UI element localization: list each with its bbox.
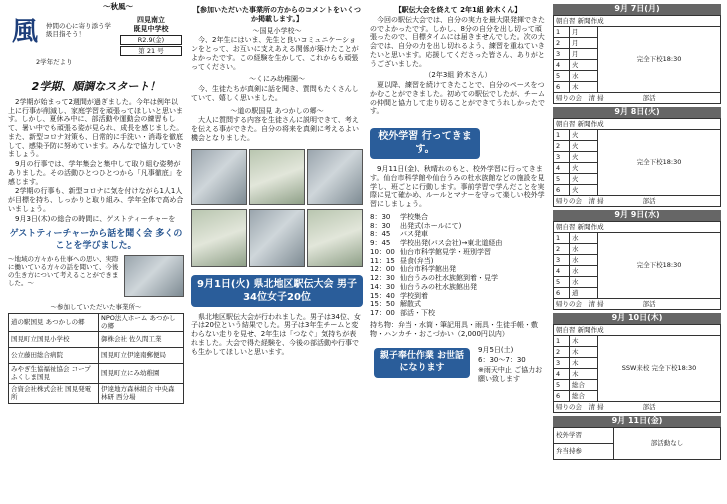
period-subject: 火 xyxy=(570,141,598,152)
morning-study: 朝自習 新聞作成 xyxy=(554,119,721,130)
company-cell: 合資会社株式会社 国見発電所 xyxy=(9,383,99,403)
masthead-kanji: 風 xyxy=(12,17,39,47)
schedule-row xyxy=(370,230,546,239)
company-cell: みやぎ生協福祉協会 コープふくしま国見 xyxy=(9,363,99,383)
period-subject: 木 xyxy=(570,336,598,347)
essay-heading: 【駅伝大会を終えて 2年1組 鈴木くん】 xyxy=(394,6,522,14)
column-2 xyxy=(191,0,363,504)
essay-1: 今回の駅伝大会では、自分の実力を最大限発揮できたのでよかったです。しかし、8分の自分を出し切って頑張ったので、目標タイムには届きませんでした。次の大会では、自分の力を出し切れるよう、練習を重ねていきたいと思います。応援してくださった皆さん、ありがとうございました。 xyxy=(370,15,545,68)
table-row xyxy=(9,363,184,383)
schedule-event: 部活・下校 xyxy=(400,309,435,317)
comments-heading: 【参加いただいた事業所の方からのコメントをいくつか掲載します。】 xyxy=(193,6,361,23)
after-item: 部活 xyxy=(642,93,656,102)
day-schedule-mon xyxy=(553,4,721,104)
schedule-event: 仙台うみの杜水族館到着・見学 xyxy=(400,274,498,282)
schedule-time: 17：00 xyxy=(370,309,395,317)
after-item: 帰りの会 xyxy=(556,93,582,102)
day-note: 完全下校18:30 xyxy=(598,233,721,299)
schedule-time: 15：40 xyxy=(370,291,395,300)
schedule-time: 11：15 xyxy=(370,256,395,265)
period-number: 6 xyxy=(554,82,570,93)
quote-2-source: ～くにみ幼稚園～ xyxy=(249,75,305,84)
day-schedule-wed xyxy=(553,210,721,310)
intro-paragraph: 2学期が始まって2週間が過ぎました。今年は例年以上に行事が削減し、家庭学習を頑張ってほしいと思います。しかし、夏休み中に、部活動や運動会の練習もして、暑い中でも頑張る姿が見られ、成長を感じました。また、新型コロナ対策も、日常的に手洗い・消毒を徹底して、感染予防に努めています。みんなで協力していきましょう。 xyxy=(8,97,184,159)
after-item: 帰りの会 xyxy=(556,299,582,308)
guest-photo xyxy=(124,255,184,297)
guest-banner: ゲストティーチャーから話を聞く会 多くのことを学びました。 xyxy=(9,229,183,251)
period-number: 6 xyxy=(554,288,570,299)
paragraph-3: 2学期の行事も、新型コロナに気を付けながら1人1人が目標を持ち、しっかりと取り組み、学年全体で高め合いましょう。 xyxy=(8,187,184,213)
period-number: 3 xyxy=(554,255,570,266)
day-note: SSW来校 完全下校18:30 xyxy=(598,336,721,402)
schedule-row xyxy=(370,274,546,283)
class-label: 2学年だより xyxy=(36,58,73,66)
schedule-row xyxy=(370,213,546,222)
period-number: 5 xyxy=(554,71,570,82)
day-schedule-thu xyxy=(553,313,721,413)
schedule-event: バス発車 xyxy=(400,230,428,239)
period-number: 3 xyxy=(554,358,570,369)
period-subject: 水 xyxy=(570,233,598,244)
pta-time: 6：30～7：30 xyxy=(478,356,526,365)
friday-row: 弁当持参 xyxy=(554,444,614,460)
schedule-row xyxy=(370,300,546,309)
after-item: 清 掃 xyxy=(588,93,604,102)
day-schedule-fri xyxy=(553,416,721,460)
companies-table xyxy=(8,313,184,404)
after-item: 清 掃 xyxy=(588,402,604,411)
period-subject: 水 xyxy=(570,277,598,288)
period-number: 2 xyxy=(554,141,570,152)
schedule-event: 仙台うみの杜水族館出発 xyxy=(400,282,477,291)
headline: 2学期、順調なスタート！ xyxy=(31,80,161,93)
day-schedule-tue xyxy=(553,107,721,207)
schedule-time: 12：30 xyxy=(370,274,395,282)
day-header: 9月 8日(火) xyxy=(553,107,721,118)
company-cell: NPO法人ホーム あつかしの郷 xyxy=(98,313,183,331)
table-row xyxy=(9,383,184,403)
schedule-time: 12：00 xyxy=(370,265,395,274)
period-subject: 総合 xyxy=(570,391,598,402)
morning-study: 朝自習 新聞作成 xyxy=(554,16,721,27)
period-subject: 水 xyxy=(570,266,598,277)
race-photo-5 xyxy=(249,209,305,267)
after-item: 清 掃 xyxy=(588,196,604,205)
paragraph-2: 9月の行事では、学年集会と集中して取り組む姿勢がありました。その活動ひとつひとつから「凡事徹底」を感じます。 xyxy=(8,160,183,186)
trip-items: 持ち物：弁当・水筒・筆記用具・雨具・生徒手帳・敷物・ハンカチ・おこづかい（2,000円以内） xyxy=(370,320,538,338)
morning-study: 朝自習 新聞作成 xyxy=(554,222,721,233)
after-item: 部活 xyxy=(642,299,656,308)
day-note: 完全下校18:30 xyxy=(598,130,721,196)
schedule-time: 15：50 xyxy=(370,300,395,309)
period-subject: 水 xyxy=(570,255,598,266)
morning-study: 朝自習 新聞作成 xyxy=(554,325,721,336)
period-number: 2 xyxy=(554,38,570,49)
period-subject: 木 xyxy=(570,82,598,93)
schedule-event: 出発式(ホールにて) xyxy=(400,221,462,230)
company-cell: 国見町立国見小学校 xyxy=(9,331,99,347)
company-cell: 御株会社 佐久間工業 xyxy=(98,331,183,347)
friday-note: 部活動なし xyxy=(614,428,721,460)
schedule-event: 学校到着 xyxy=(400,291,428,300)
quote-2: 今、生徒たちが真剣に話を聞き、質問もたくさんしていて、嬉しく思いました。 xyxy=(191,85,359,102)
essay-sub: （2年3組 鈴木さん） xyxy=(424,71,492,80)
period-number: 6 xyxy=(554,185,570,196)
period-number: 4 xyxy=(554,266,570,277)
period-number: 2 xyxy=(554,244,570,255)
schedule-event: 学校出発(バス会社)→東北道経由 xyxy=(400,239,503,247)
schedule-row xyxy=(370,222,546,231)
schedule-row xyxy=(370,257,546,266)
quote-3: 大人に質問する内容を生徒さんに説明できて、考えを伝える事ができた。自分の将来を真剣に考えるよい機会となりました。 xyxy=(191,116,359,142)
period-subject: 火 xyxy=(570,174,598,185)
date-line: 9月3日(木)の総合の時間に、ゲストティーチャーを xyxy=(15,214,176,223)
column-3 xyxy=(370,0,546,504)
race-photo-2 xyxy=(249,149,305,205)
schedule-row xyxy=(370,283,546,292)
schedule-event: 解散式 xyxy=(400,300,421,309)
column-4-schedule xyxy=(553,0,721,504)
company-cell: 伊達地方森林組合 中央森林研 西分場 xyxy=(98,383,183,403)
friday-row: 校外学習 xyxy=(554,428,614,444)
trip-banner: 校外学習 行ってきます。 xyxy=(370,128,480,159)
period-number: 5 xyxy=(554,380,570,391)
period-subject: 水 xyxy=(570,244,598,255)
schedule-time: 14：30 xyxy=(370,282,395,291)
schedule-row xyxy=(370,248,546,257)
period-subject: 木 xyxy=(570,347,598,358)
race-text: 県北地区駅伝大会が行われました。男子は34位、女子は20位という結果でした。男子は3年生チームと変わらない走りを見せ、2年生は「つなぐ」気持ちが表れました。大会で得た経験を、今後の部活動や行事でも生かしてほしいと思います。 xyxy=(191,312,361,356)
issue-date: R2.9(金) xyxy=(120,35,182,45)
schedule-row xyxy=(370,292,546,301)
season-label: ～秋風～ xyxy=(103,2,133,11)
column-1 xyxy=(8,0,184,504)
period-subject: 月 xyxy=(570,49,598,60)
quote-1: 今、2年生にはいま、先生と良いコミュニケーションをとって、お互いに支えあえる関係が築けたことがよかったです。この経験を生かして、これからも頑張ってください。 xyxy=(191,36,359,71)
table-row xyxy=(9,313,184,331)
after-school xyxy=(554,93,721,104)
period-subject: 木 xyxy=(570,369,598,380)
period-number: 6 xyxy=(554,391,570,402)
schedule-time: 10：00 xyxy=(370,247,395,256)
period-subject: 総合 xyxy=(570,380,598,391)
period-subject: 道 xyxy=(570,288,598,299)
period-subject: 火 xyxy=(570,60,598,71)
race-photo-4 xyxy=(191,209,247,267)
pta-banner: 親子奉仕作業 お世話になります xyxy=(374,348,470,377)
after-item: 清 掃 xyxy=(588,299,604,308)
company-cell: 道の駅国見 あつかしの郷 xyxy=(9,313,99,331)
company-cell: 公立藤田総合病院 xyxy=(9,347,99,363)
trip-schedule xyxy=(370,213,546,318)
after-school xyxy=(554,402,721,413)
period-number: 1 xyxy=(554,27,570,38)
schedule-row xyxy=(370,265,546,274)
period-subject: 火 xyxy=(570,185,598,196)
schedule-event: 昼食(弁当) xyxy=(400,256,434,265)
schedule-time: 8：45 xyxy=(370,230,391,239)
day-header: 9月 11日(金) xyxy=(553,416,721,427)
pta-note: ※雨天中止 ご協力お願い致します xyxy=(478,366,543,383)
after-item: 部活 xyxy=(642,196,656,205)
after-item: 帰りの会 xyxy=(556,196,582,205)
masthead xyxy=(8,0,184,72)
race-banner: 9月1日(火) 県北地区駅伝大会 男子34位女子20位 xyxy=(191,275,363,307)
period-subject: 月 xyxy=(570,38,598,49)
company-cell: 国見町立にみ幼稚園 xyxy=(98,363,183,383)
day-header: 9月 10日(木) xyxy=(553,313,721,324)
period-number: 4 xyxy=(554,60,570,71)
quote-3-source: ～道の駅国見 あつかしの郷～ xyxy=(230,106,324,115)
day-header: 9月 9日(水) xyxy=(553,210,721,221)
trip-text: 9月11日(金)、秋晴れのもと、校外学習に行ってきます。仙台市科学館や仙台うみの杜水族館などの施設を見学し、班ごとに行動します。事前学習で学んだことを実際に見て確かめ、ルールとマナーを守って楽しい校外学習にしましょう。 xyxy=(370,165,545,208)
race-photo-6 xyxy=(307,209,363,267)
period-subject: 水 xyxy=(570,71,598,82)
schedule-row xyxy=(370,239,546,248)
thanks-heading: ～参加していただいた事業所～ xyxy=(50,302,142,311)
period-number: 2 xyxy=(554,347,570,358)
table-row xyxy=(9,347,184,363)
period-number: 5 xyxy=(554,174,570,185)
school-name: 四見南立 既見中学校 xyxy=(133,16,169,33)
period-subject: 火 xyxy=(570,152,598,163)
after-item: 部活 xyxy=(642,402,656,411)
day-note: 完全下校18:30 xyxy=(598,27,721,93)
guest-text: ～地域の方々から仕事への思い、実際に働いている方々の話を聞いて、今後の生き方について考えることができました。～ xyxy=(8,254,119,287)
period-number: 4 xyxy=(554,163,570,174)
race-photo-1 xyxy=(191,149,247,205)
period-subject: 火 xyxy=(570,130,598,141)
masthead-motto: 仲間の心に寄り添う学級目指そう！ xyxy=(46,22,111,39)
schedule-time: 9：45 xyxy=(370,239,391,247)
schedule-event: 仙台市科学館見学・班別学習 xyxy=(400,247,491,256)
period-number: 3 xyxy=(554,49,570,60)
after-item: 帰りの会 xyxy=(556,402,582,411)
after-school xyxy=(554,299,721,310)
schedule-row xyxy=(370,309,546,318)
schedule-event: 学校集合 xyxy=(400,212,428,221)
day-header: 9月 7日(月) xyxy=(553,4,721,15)
quote-1-source: ～国見小学校～ xyxy=(252,26,302,35)
issue-number: 第 21 号 xyxy=(120,46,182,56)
company-cell: 国見町立伊達南郵便局 xyxy=(98,347,183,363)
after-school xyxy=(554,196,721,207)
period-number: 1 xyxy=(554,233,570,244)
period-number: 1 xyxy=(554,336,570,347)
schedule-time: 8：30 xyxy=(370,221,391,230)
period-subject: 月 xyxy=(570,27,598,38)
period-number: 4 xyxy=(554,369,570,380)
period-number: 5 xyxy=(554,277,570,288)
race-photo-3 xyxy=(307,149,363,205)
table-row xyxy=(9,331,184,347)
schedule-event: 仙台市科学館出発 xyxy=(400,265,456,274)
period-number: 1 xyxy=(554,130,570,141)
pta-date: 9月5日(土) xyxy=(478,346,514,355)
period-subject: 木 xyxy=(570,358,598,369)
period-number: 3 xyxy=(554,152,570,163)
essay-2: 夏以降、練習を続けてきたことで、自分のペースをつかむことができました。初めての駅伝でしたが、チームの仲間と協力して走り切ることができてうれしかったです。 xyxy=(370,81,545,116)
schedule-time: 8：30 xyxy=(370,212,391,221)
period-subject: 火 xyxy=(570,163,598,174)
